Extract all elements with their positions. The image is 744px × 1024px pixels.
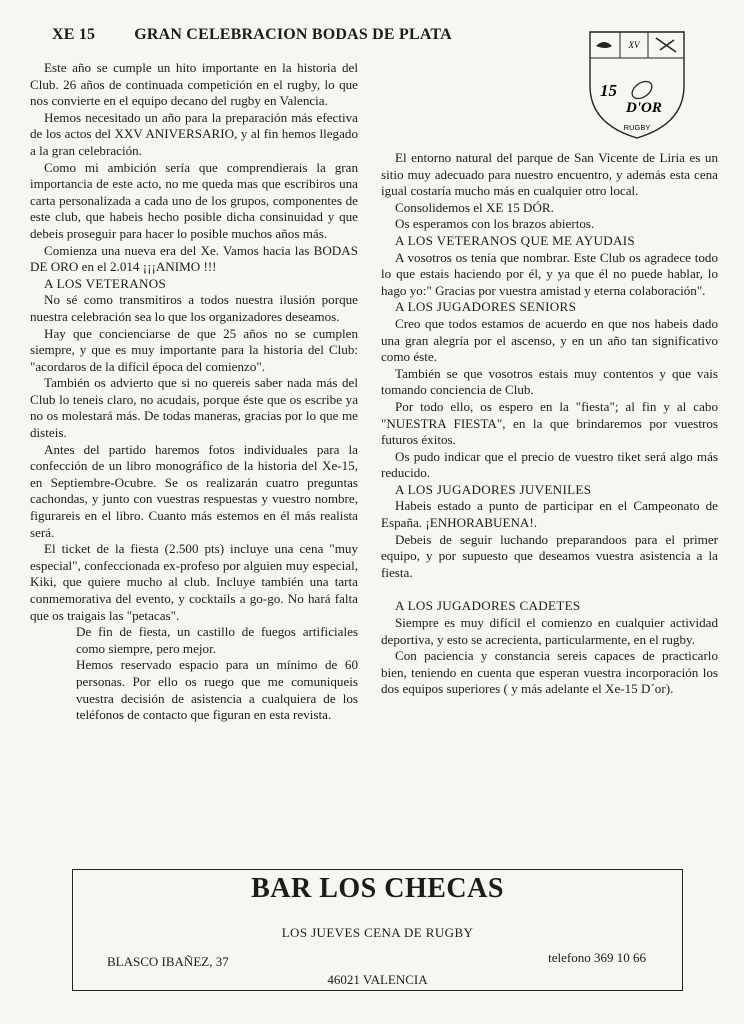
paragraph: Con paciencia y constancia sereis capaces de practicarlo bien, teniendo en cuenta que esperan vuestra incorporación los dos equipos superiores ( y más adelante el Xe-15 D´or). — [381, 648, 718, 697]
article-title: GRAN CELEBRACION BODAS DE PLATA — [134, 26, 452, 43]
advertisement-box — [72, 869, 683, 991]
svg-text:D'OR: D'OR — [626, 100, 662, 116]
article-header — [52, 26, 452, 44]
paragraph: Por todo ello, os espero en la "fiesta"; al fin y al cabo "NUESTRA FIESTA", en la que brindaremos por vuestros futuros éxitos. — [381, 398, 718, 448]
paragraph: Antes del partido haremos fotos individuales para la confección de un libro monográfico de la historia del Xe-15, en Septiembre-Ocubre. Se os realizarán cuatro preguntas cachondas, y junto con vuestras respuestas y vuestro nombre, figurareis en el libro. Cuanto más estemos en él más realista será. — [30, 441, 358, 540]
paragraph: Este año se cumple un hito importante en la historia del Club. 26 años de continuada competición en el rugby, lo que nos convierte en el equipo decano del rugby en Valencia. — [30, 60, 358, 109]
svg-text:XV: XV — [628, 40, 640, 50]
section-heading: A LOS JUGADORES CADETES — [395, 598, 581, 614]
section-heading: A LOS VETERANOS — [44, 275, 167, 291]
paragraph: No sé como transmitiros a todos nuestra ilusión porque nuestra celebración sea lo que los organizadores deseamos. — [30, 292, 358, 324]
paragraph: Siempre es muy difícil el comienzo en cualquier actividad deportiva, y esto se acrecienta, particularmente, en el rugby. — [381, 615, 718, 647]
paragraph: El entorno natural del parque de San Vicente de Liria es un sitio muy adecuado para nuestro encuentro, y además esta cena igual costaría mucho más en cualquier otro local. — [381, 150, 718, 199]
paragraph: Como mi ambición sería que comprendierais la gran importancia de este acto, no me queda mas que escribiros una carta personalizada a cada uno de los grupos, componentes de este club, que habeis hecho posible dicha consinuidad y que debeis proseguir para hacer lo posible muchos años más. — [30, 159, 358, 241]
paragraph: Habeis estado a punto de participar en el Campeonato de España. ¡ENHORABUENA!. — [381, 498, 718, 531]
ad-city: 46021 VALENCIA — [327, 972, 428, 987]
left-column — [30, 60, 358, 724]
section-heading: A LOS VETERANOS QUE ME AYUDAIS — [395, 232, 635, 248]
ad-phone: telefono 369 10 66 — [548, 950, 646, 965]
paragraph: Comienza una nueva era del Xe. Vamos hacia las BODAS DE ORO en el 2.014 ¡¡¡ANIMO !!! — [30, 242, 358, 275]
section-heading: A LOS JUGADORES JUVENILES — [395, 481, 592, 497]
ad-business-name: BAR LOS CHECAS — [251, 873, 504, 904]
paragraph: También se que vosotros estais muy contentos y que vais tomando conciencia de Club. — [381, 365, 718, 398]
paragraph: También os advierto que si no quereis saber nada más del Club lo teneis claro, no acudais, porque éste que os escribe ya no os molestará más. De todas maneras, gracias por lo que me disteis. — [30, 375, 358, 441]
paragraph: Hemos reservado espacio para un mínimo de 60 personas. Por ello os ruego que me comuniqueis vuestra decisión de asistencia a cualquiera de los teléfonos de contacto que figuran en esta revista. — [76, 657, 358, 723]
ad-address: BLASCO IBAÑEZ, 37 — [107, 954, 229, 969]
paragraph: Os pudo indicar que el precio de vuestro tiket será algo más reducido. — [381, 448, 718, 481]
paragraph: Hay que concienciarse de que 25 años no se cumplen siempre, y que es muy importante para la historia del Club: "acordaros de la difícil época del comienzo". — [30, 325, 358, 374]
section-heading: A LOS JUGADORES SENIORS — [395, 299, 577, 315]
ad-subtitle: LOS JUEVES CENA DE RUGBY — [281, 925, 474, 940]
right-column — [381, 150, 718, 698]
club-crest-logo — [586, 28, 688, 140]
paragraph: Hemos necesitado un año para la preparación más efectiva de los actos del XXV ANIVERSARIO, y al fin hemos llegado a la gran celebración. — [30, 109, 358, 158]
paragraph: De fin de fiesta, un castillo de fuegos artificiales como siempre, pero mejor. — [76, 624, 358, 656]
paragraph: Os esperamos con los brazos abiertos. — [395, 216, 595, 232]
svg-text:15: 15 — [600, 81, 617, 100]
paragraph: El ticket de la fiesta (2.500 pts) incluye una cena "muy especial", confeccionada ex-profeso por alguien muy especial, Kiki, que quiere mucho al club. Incluye también una tarta conmemorativa del evento, y cocktails a go-go. No hará falta que os traigais las "petacas". — [30, 541, 358, 623]
issue-number: XE 15 — [52, 26, 96, 43]
paragraph: A vosotros os tenía que nombrar. Este Club os agradece todo lo que estais haciendo por él, y ya que él no puede hablar, lo hago yo:" Gracias por vuestra amistad y eterna colaboración". — [381, 249, 718, 298]
paragraph: Consolidemos el XE 15 DÓR. — [395, 199, 554, 215]
paragraph: Debeis de seguir luchando preparandoos para el primer equipo, y por supuesto que deseamos vuestra asistencia a la fiesta. — [381, 531, 718, 580]
spacer — [381, 581, 718, 598]
svg-text:RUGBY: RUGBY — [623, 123, 651, 132]
paragraph: Creo que todos estamos de acuerdo en que nos habeis dado una gran alegría por el ascenso, y en un año tan significativo como éste. — [381, 315, 718, 365]
